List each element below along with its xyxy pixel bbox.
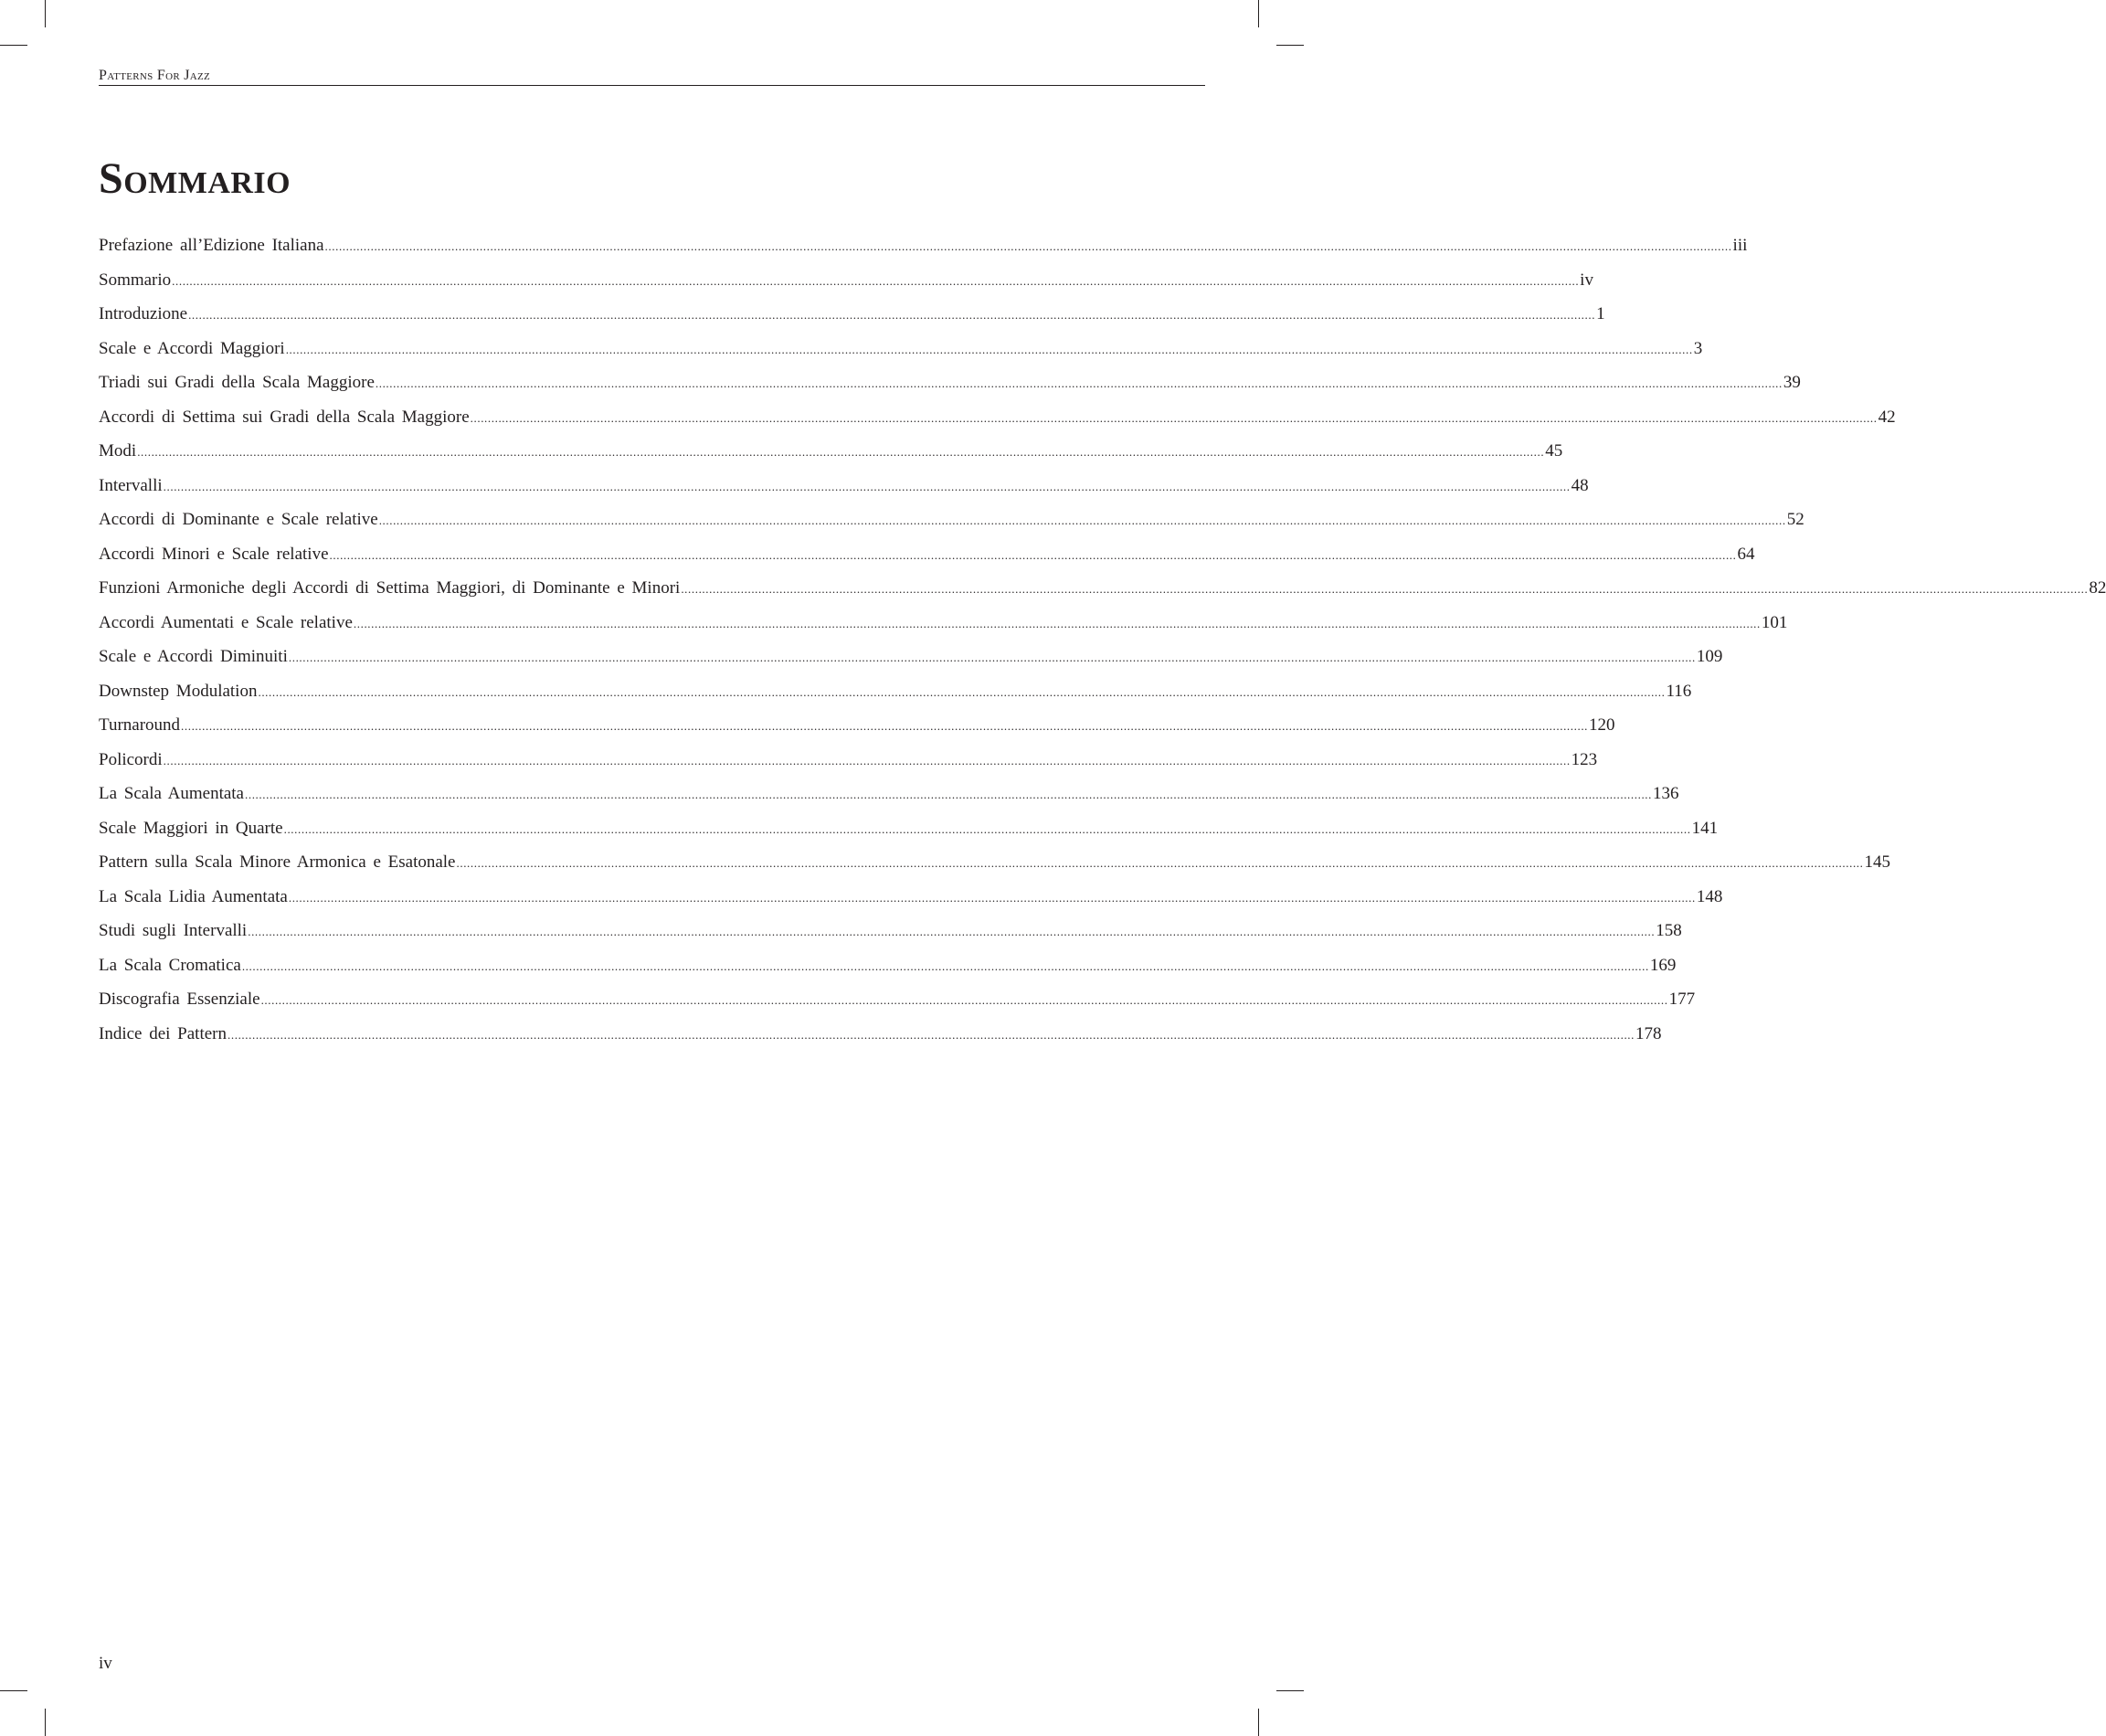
toc-entry-title: La Scala Cromatica [99,955,241,975]
toc-entry-page: 145 [1864,852,1890,872]
toc-entry-title: Discografia Essenziale [99,990,260,1009]
toc-entry-page: 42 [1878,407,1896,427]
crop-mark [1258,1709,1259,1736]
dot-leader: ................................................................................................................................................................................................................................................................................................................................................................................................................ [329,547,1737,562]
toc-entry-page: 136 [1653,784,1679,803]
dot-leader: ................................................................................................................................................................................................................................................................................................................................................................................................................ [353,616,1761,630]
dot-leader: ................................................................................................................................................................................................................................................................................................................................................................................................................ [248,925,1656,938]
dot-leader: ................................................................................................................................................................................................................................................................................................................................................................................................................ [163,479,1571,493]
toc-entry-page: 158 [1656,921,1682,940]
toc-entry[interactable] [99,886,1723,922]
toc-entry-page: 123 [1571,749,1598,769]
toc-entry-title: Studi sugli Intervalli [99,921,248,940]
toc-entry[interactable] [99,373,1801,408]
toc-entry-page: 48 [1571,475,1589,495]
toc-entry-page: 148 [1696,886,1723,906]
dot-leader: ................................................................................................................................................................................................................................................................................................................................................................................................................ [260,993,1668,1007]
toc-entry[interactable] [99,749,1598,785]
toc-entry[interactable] [99,304,1605,339]
crop-mark [45,1709,46,1736]
dot-leader: ................................................................................................................................................................................................................................................................................................................................................................................................................ [375,376,1783,390]
toc-entry[interactable] [99,784,1679,819]
toc-entry-title: Intervalli [99,475,163,495]
dot-leader: ................................................................................................................................................................................................................................................................................................................................................................................................................ [163,753,1571,767]
dot-leader: ................................................................................................................................................................................................................................................................................................................................................................................................................ [288,890,1696,905]
toc-entry[interactable] [99,852,1890,887]
crop-mark [1276,1690,1304,1691]
toc-entry-page: iv [1580,270,1593,290]
toc-entry[interactable] [99,407,1896,442]
dot-leader: ................................................................................................................................................................................................................................................................................................................................................................................................................ [681,582,2089,596]
toc-entry[interactable] [99,475,1589,511]
header-rule [99,85,1205,86]
toc-entry[interactable] [99,510,1804,545]
dot-leader: ................................................................................................................................................................................................................................................................................................................................................................................................................ [188,308,1596,322]
toc-entry-title: Sommario [99,270,172,290]
dot-leader: ................................................................................................................................................................................................................................................................................................................................................................................................................ [245,788,1652,801]
toc-entry-title: Indice dei Pattern [99,1023,228,1043]
crop-mark [1276,45,1304,46]
toc-entry[interactable] [99,338,1703,374]
toc-entry-page: 101 [1761,612,1788,632]
dot-leader: ................................................................................................................................................................................................................................................................................................................................................................................................................ [137,445,1545,459]
dot-leader: ................................................................................................................................................................................................................................................................................................................................................................................................................ [172,273,1580,288]
dot-leader: ................................................................................................................................................................................................................................................................................................................................................................................................................ [181,719,1589,733]
toc-entry-page: 45 [1545,441,1563,460]
dot-leader: ................................................................................................................................................................................................................................................................................................................................................................................................................ [258,684,1666,699]
toc-entry-title: Accordi Aumentati e Scale relative [99,612,353,632]
toc-entry-title: Policordi [99,749,163,769]
toc-entry-title: Turnaround [99,715,181,735]
dot-leader: ................................................................................................................................................................................................................................................................................................................................................................................................................ [288,651,1696,664]
page-number: iv [99,1654,112,1673]
toc-entry[interactable] [99,236,1748,270]
dot-leader: ................................................................................................................................................................................................................................................................................................................................................................................................................ [241,958,1649,973]
toc-entry-title: Accordi di Settima sui Gradi della Scala Maggiore [99,407,470,427]
toc-entry-title: Triadi sui Gradi della Scala Maggiore [99,373,375,392]
crop-mark [0,1690,27,1691]
dot-leader: ................................................................................................................................................................................................................................................................................................................................................................................................................ [456,856,1864,870]
dot-leader: ................................................................................................................................................................................................................................................................................................................................................................................................................ [283,821,1691,836]
crop-mark [45,0,46,27]
toc-entry-page: 1 [1596,304,1605,323]
toc-entry[interactable] [99,612,1788,648]
toc-entry[interactable] [99,544,1755,579]
toc-entry-title: Pattern sulla Scala Minore Armonica e Esatonale [99,852,456,872]
table-of-contents [99,236,2106,1058]
toc-entry-page: iii [1732,236,1748,255]
toc-entry[interactable] [99,681,1692,716]
toc-entry[interactable] [99,441,1563,476]
toc-entry-title: Introduzione [99,304,188,323]
toc-entry-page: 178 [1635,1023,1662,1043]
toc-entry-page: 39 [1783,373,1801,392]
toc-entry-page: 177 [1668,990,1696,1009]
dot-leader: ................................................................................................................................................................................................................................................................................................................................................................................................................ [228,1027,1635,1042]
toc-entry-page: 169 [1649,955,1677,975]
toc-entry-page: 52 [1786,510,1804,529]
toc-entry-page: 3 [1693,338,1703,358]
toc-entry-page: 116 [1666,681,1692,701]
toc-entry-title: Accordi di Dominante e Scale relative [99,510,378,529]
toc-entry-title: Scale Maggiori in Quarte [99,818,283,838]
toc-entry[interactable] [99,1023,1662,1059]
toc-entry-title: La Scala Lidia Aumentata [99,886,288,906]
toc-entry[interactable] [99,715,1615,750]
toc-entry[interactable] [99,955,1677,990]
dot-leader: ................................................................................................................................................................................................................................................................................................................................................................................................................ [378,513,1786,527]
dot-leader: ................................................................................................................................................................................................................................................................................................................................................................................................................ [324,239,1732,253]
toc-entry-title: La Scala Aumentata [99,784,244,803]
toc-entry[interactable] [99,818,1719,853]
toc-entry-title: Downstep Modulation [99,681,258,701]
toc-entry[interactable] [99,647,1723,682]
toc-entry-page: 120 [1589,715,1615,735]
toc-entry-title: Funzioni Armoniche degli Accordi di Settima Maggiori, di Dominante e Minori [99,578,681,598]
toc-entry-page: 82 [2089,578,2106,598]
crop-mark [1258,0,1259,27]
toc-entry-title: Scale e Accordi Diminuiti [99,647,288,666]
toc-entry[interactable] [99,270,1593,305]
toc-entry-page: 141 [1691,818,1719,838]
toc-entry[interactable] [99,990,1696,1024]
toc-entry-page: 64 [1737,544,1755,564]
toc-entry[interactable] [99,578,2106,613]
dot-leader: ................................................................................................................................................................................................................................................................................................................................................................................................................ [470,410,1878,425]
page-title: Sommario [99,154,291,203]
running-head: Patterns For Jazz [99,68,211,83]
toc-entry-page: 109 [1696,647,1723,666]
toc-entry-title: Scale e Accordi Maggiori [99,338,285,358]
toc-entry-title: Prefazione all’Edizione Italiana [99,236,324,255]
dot-leader: ................................................................................................................................................................................................................................................................................................................................................................................................................ [285,342,1693,356]
toc-entry-title: Modi [99,441,137,460]
toc-entry-title: Accordi Minori e Scale relative [99,544,329,564]
crop-mark [0,45,27,46]
toc-entry[interactable] [99,921,1682,956]
